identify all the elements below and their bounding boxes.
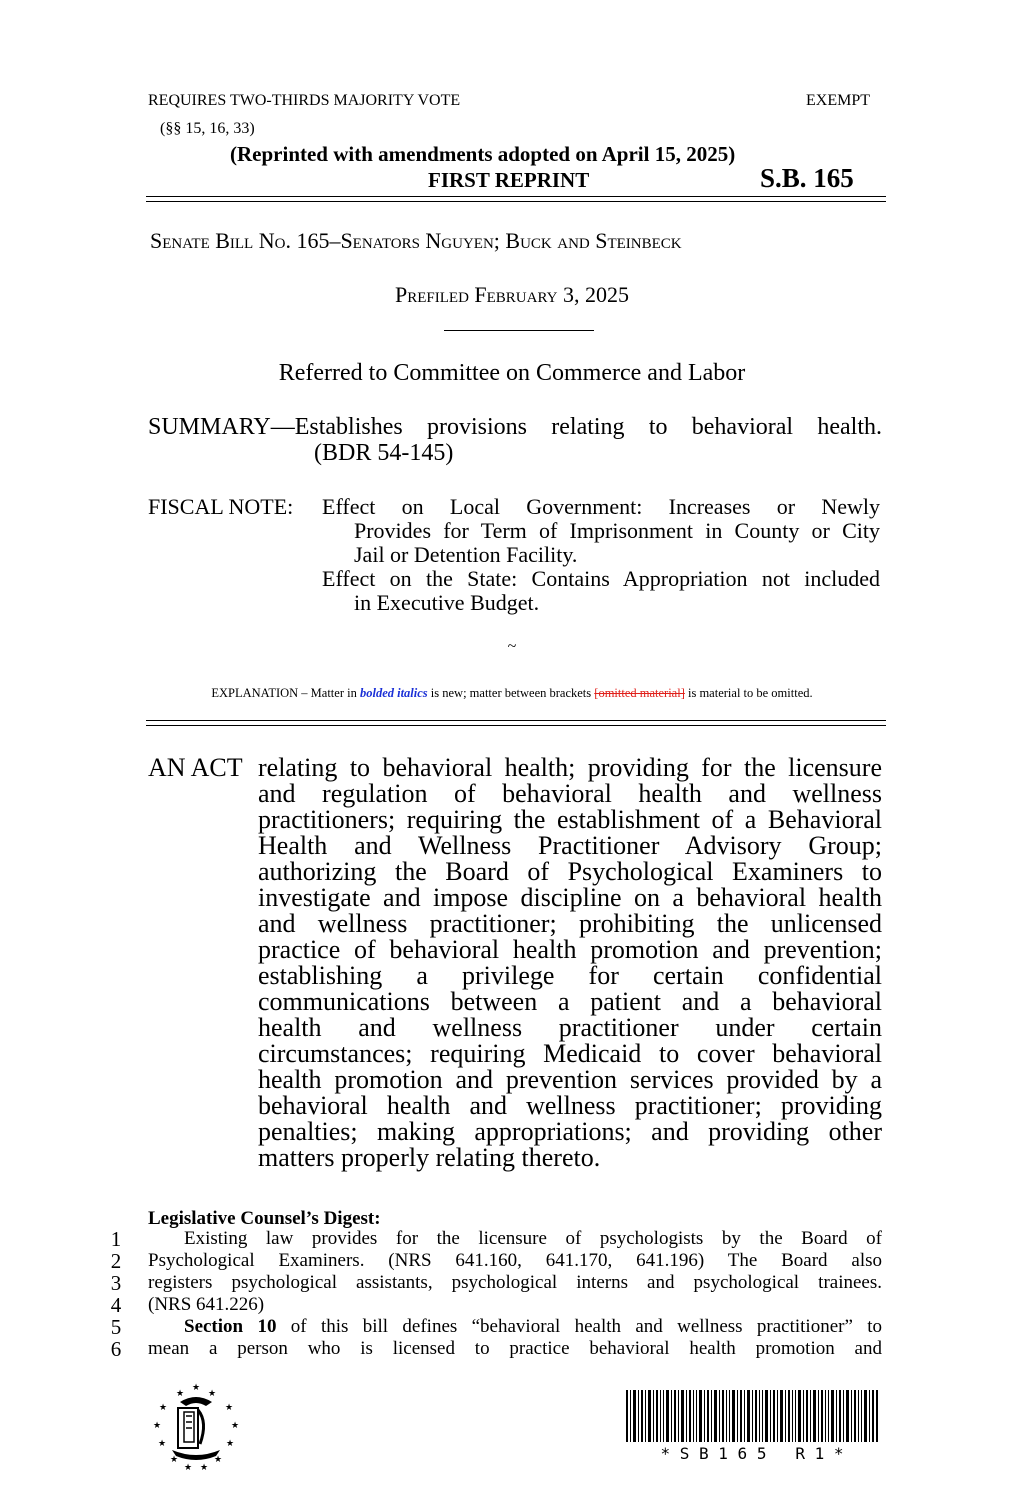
state-seal-icon bbox=[150, 1380, 242, 1472]
act-line: behavioral health and wellness practitioner; providing bbox=[258, 1091, 882, 1120]
svg-text:★: ★ bbox=[199, 1463, 209, 1472]
exempt-label: EXEMPT bbox=[806, 92, 870, 109]
digest-line-5-text: of this bill defines “behavioral health and wellness practitioner” to bbox=[276, 1316, 883, 1337]
summary-bdr: (BDR 54-145) bbox=[314, 440, 454, 466]
explanation-rule-bottom bbox=[146, 725, 886, 726]
act-line: relating to behavioral health; providing for the licensure bbox=[258, 753, 882, 782]
explanation-middle: is new; matter between brackets bbox=[427, 686, 595, 700]
fiscal-note-line-3: Jail or Detention Facility. bbox=[354, 542, 578, 567]
line-number: 2 bbox=[110, 1249, 122, 1273]
svg-text:★: ★ bbox=[225, 1439, 235, 1449]
act-line: matters properly relating thereto. bbox=[258, 1143, 601, 1172]
act-line: investigate and impose discipline on a behavioral health bbox=[258, 883, 882, 912]
title-divider bbox=[444, 330, 594, 331]
digest-line-4: (NRS 641.226) bbox=[148, 1294, 265, 1315]
act-line: circumstances; requiring Medicaid to cover behavioral bbox=[258, 1039, 882, 1068]
svg-text:★: ★ bbox=[191, 1383, 201, 1393]
line-number: 1 bbox=[110, 1227, 122, 1251]
explanation-prefix: EXPLANATION – Matter in bbox=[211, 686, 360, 700]
svg-text:★: ★ bbox=[169, 1455, 179, 1465]
fiscal-note-label: FISCAL NOTE: bbox=[148, 494, 294, 519]
digest-line-6: mean a person who is licensed to practice behavioral health promotion and bbox=[148, 1338, 882, 1359]
sections-note: (§§ 15, 16, 33) bbox=[160, 120, 255, 137]
line-number: 5 bbox=[110, 1315, 122, 1339]
act-line: penalties; making appropriations; and providing other bbox=[258, 1117, 882, 1146]
act-line: practice of behavioral health promotion and prevention; bbox=[258, 935, 882, 964]
digest-heading: Legislative Counsel’s Digest: bbox=[148, 1208, 381, 1229]
act-text bbox=[258, 755, 882, 1171]
bill-id: S.B. 165 bbox=[760, 163, 854, 193]
digest-line-1-text: Existing law provides for the licensure of psychologists by the Board of bbox=[184, 1228, 882, 1249]
svg-text:★: ★ bbox=[224, 1403, 234, 1413]
svg-text:★: ★ bbox=[213, 1455, 223, 1465]
act-line: and regulation of behavioral health and wellness bbox=[258, 779, 882, 808]
header-rule-bottom bbox=[146, 201, 886, 202]
fiscal-note-line-4: Effect on the State: Contains Appropriation not included bbox=[322, 566, 880, 591]
referral: Referred to Committee on Commerce and Labor bbox=[278, 360, 746, 386]
line-number: 6 bbox=[110, 1337, 122, 1361]
svg-text:★: ★ bbox=[207, 1389, 217, 1399]
act-line: and wellness practitioner; prohibiting the unlicensed bbox=[258, 909, 882, 938]
svg-text:★: ★ bbox=[175, 1389, 185, 1399]
barcode-text: * S B 1 6 5 R 1 * bbox=[660, 1444, 844, 1463]
svg-text:★: ★ bbox=[158, 1403, 168, 1413]
act-line: practitioners; requiring the establishment of a Behavioral bbox=[258, 805, 882, 834]
act-line: Health and Wellness Practitioner Advisory Group; bbox=[258, 831, 882, 860]
explanation-omitted-matter: [omitted material] bbox=[594, 686, 685, 700]
barcode-bars bbox=[626, 1390, 878, 1442]
fiscal-note-line-2: Provides for Term of Imprisonment in County or City bbox=[354, 518, 880, 543]
explanation-new-matter: bolded italics bbox=[359, 686, 428, 700]
line-number: 4 bbox=[110, 1293, 122, 1317]
summary-line-1: SUMMARY—Establishes provisions relating to behavioral health. bbox=[148, 414, 882, 440]
bill-title: Senate Bill No. 165–Senators Nguyen; Buck and Steinbeck bbox=[150, 228, 682, 253]
explanation-suffix: is material to be omitted. bbox=[684, 686, 813, 700]
reprint-note: (Reprinted with amendments adopted on April 15, 2025) bbox=[230, 142, 736, 166]
digest-line-1 bbox=[148, 1228, 882, 1250]
fiscal-note-line-1: Effect on Local Government: Increases or Newly bbox=[322, 494, 880, 519]
explanation-rule-top bbox=[146, 720, 886, 721]
section-reference: Section 10 bbox=[184, 1316, 277, 1337]
explanation bbox=[0, 686, 1024, 701]
svg-text:★: ★ bbox=[157, 1439, 167, 1449]
act-line: establishing a privilege for certain confidential bbox=[258, 961, 882, 990]
prefiled-date: Prefiled February 3, 2025 bbox=[395, 282, 629, 307]
svg-text:★: ★ bbox=[183, 1463, 193, 1472]
digest-line-2: Psychological Examiners. (NRS 641.160, 641.170, 641.196) The Board also bbox=[148, 1250, 882, 1271]
digest-line-3: registers psychological assistants, psychological interns and psychological trainees. bbox=[148, 1272, 882, 1293]
section-tilde: ~ bbox=[507, 638, 517, 655]
reprint-label: FIRST REPRINT bbox=[428, 168, 590, 192]
line-number: 3 bbox=[110, 1271, 122, 1295]
svg-text:★: ★ bbox=[152, 1421, 162, 1431]
digest-line-5 bbox=[148, 1316, 882, 1338]
vote-requirement: REQUIRES TWO-THIRDS MAJORITY VOTE bbox=[148, 92, 461, 109]
act-label: AN ACT bbox=[148, 753, 243, 782]
act-line: authorizing the Board of Psychological Examiners to bbox=[258, 857, 882, 886]
svg-text:★: ★ bbox=[230, 1421, 240, 1431]
fiscal-note-line-5: in Executive Budget. bbox=[354, 590, 540, 615]
act-line: communications between a patient and a behavioral bbox=[258, 987, 882, 1016]
act-line: health and wellness practitioner under certain bbox=[258, 1013, 882, 1042]
header-rule-top bbox=[146, 196, 886, 197]
act-line: health promotion and prevention services provided by a bbox=[258, 1065, 882, 1094]
